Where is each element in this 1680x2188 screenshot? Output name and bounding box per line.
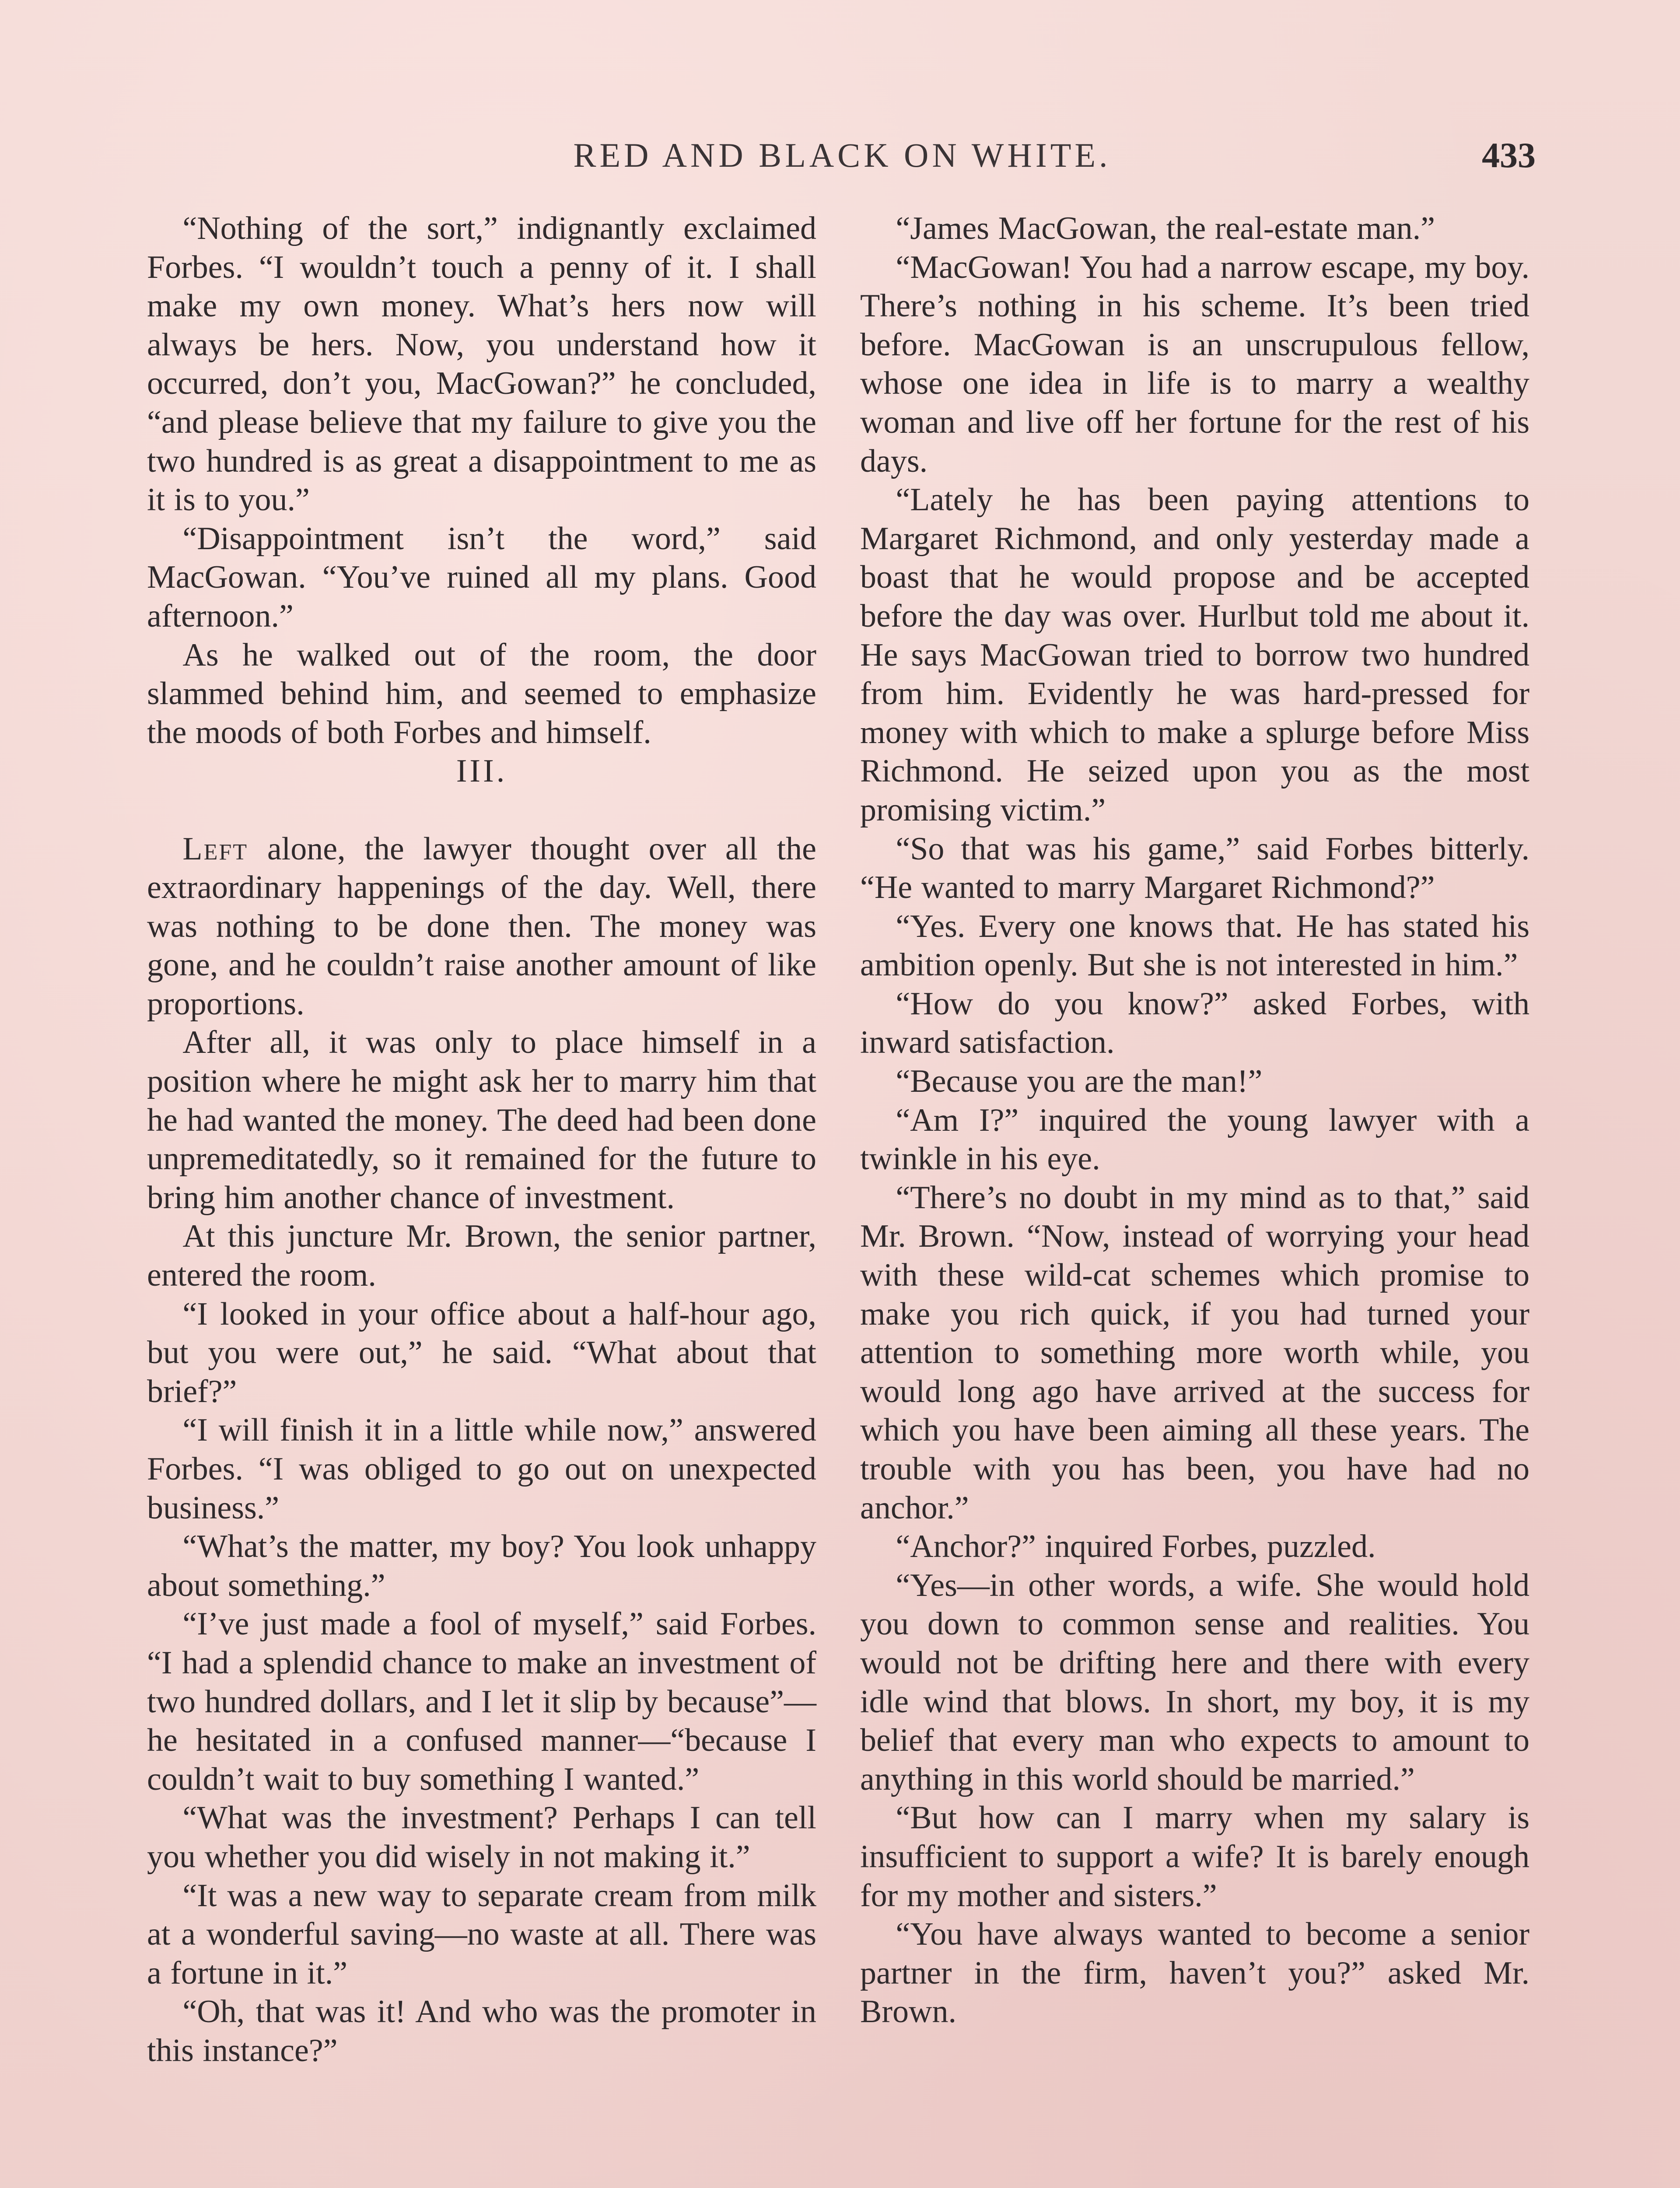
running-title: RED AND BLACK ON WHITE. [573,136,1111,174]
left-column [147,209,816,2070]
lead-word: Left [182,831,248,867]
paragraph: “I looked in your office about a half-hour ago, but you were out,” he said. “What about that brief?” [147,1296,816,1410]
paragraph: As he walked out of the room, the door slammed behind him, and seemed to emphasize the moods of both Forbes and himself. [147,637,816,750]
paragraph: “But how can I marry when my salary is insufficient to support a wife? It is barely enough for my mother and sisters.” [860,1800,1530,1914]
paragraph: “Am I?” inquired the young lawyer with a twinkle in his eye. [860,1102,1530,1177]
paragraph: “What was the investment? Perhaps I can tell you whether you did wisely in not making it.” [147,1800,816,1875]
paragraph: “Yes—in other words, a wife. She would hold you down to common sense and realities. You would not be drifting here and there with every idle wind that blows. In short, my boy, it is my belief that every man who expects to amount to anything in this world should be married.” [860,1567,1530,1797]
paragraph: “Yes. Every one knows that. He has stated his ambition openly. But she is not interested in him.” [860,908,1530,983]
paragraph: “Anchor?” inquired Forbes, puzzled. [896,1529,1376,1565]
paragraph: “There’s no doubt in my mind as to that,” said Mr. Brown. “Now, instead of worrying your head with these wild-cat schemes which promise to make you rich quick, if you had turned your attention to something more worth while, you would long ago have arrived at the success for which you have been aiming all these years. The trouble with you has been, you have had no anchor.” [860,1179,1530,1526]
paragraph: “MacGowan! You had a narrow escape, my boy. There’s nothing in his scheme. It’s been tried before. MacGowan is an unscrupulous fellow, whose one idea in life is to marry a wealthy woman and live off her fortune for the rest of his days. [860,249,1530,479]
paragraph: “It was a new way to separate cream from milk at a wonderful saving—no waste at all. There was a fortune in it.” [147,1877,816,1991]
paragraph: “So that was his game,” said Forbes bitterly. “He wanted to marry Margaret Richmond?” [860,831,1530,906]
paragraph: “I’ve just made a fool of myself,” said Forbes. “I had a splendid chance to make an investment of two hundred dollars, and I let it slip by because”—he hesitated in a confused manner—“because I couldn’t wait to buy something I wanted.” [147,1606,816,1797]
paragraph: “What’s the matter, my boy? You look unhappy about something.” [147,1529,816,1603]
paragraph-text: alone, the lawyer thought over all the extraordinary happenings of the day. Well, there was nothing to be done then. The money was gone, and he couldn’t raise another amount of like proportions. [147,831,816,1022]
section-heading: III. [456,753,508,789]
right-column [860,209,1530,2031]
running-head [149,131,1536,179]
paragraph: At this juncture Mr. Brown, the senior partner, entered the room. [147,1218,816,1294]
paragraph: “How do you know?” asked Forbes, with inward satisfaction. [860,985,1530,1061]
paragraph: “James MacGowan, the real-estate man.” [896,210,1435,246]
paragraph: “Disappointment isn’t the word,” said MacGowan. “You’ve ruined all my plans. Good afternoon.” [147,520,816,634]
paragraph [147,830,816,1024]
page-number: 433 [1482,135,1536,175]
paragraph: “You have always wanted to become a senior partner in the firm, haven’t you?” asked Mr. Brown. [860,1916,1530,2030]
paragraph: “Nothing of the sort,” indignantly exclaimed Forbes. “I wouldn’t touch a penny of it. I shall make my own money. What’s hers now will always be hers. Now, you understand how it occurred, don’t you, MacGowan?” he concluded, “and please believe that my failure to give you the two hundred is as great a disappointment to me as it is to you.” [147,210,816,518]
paragraph: “Lately he has been paying attentions to Margaret Richmond, and only yesterday made a boast that he would propose and be accepted before the day was over. Hurlbut told me about it. He says MacGowan tried to borrow two hundred from him. Evidently he was hard-pressed for money with which to make a splurge before Miss Richmond. He seized upon you as the most promising victim.” [860,482,1530,828]
paragraph: “Because you are the man!” [896,1063,1263,1100]
paragraph: “Oh, that was it! And who was the promoter in this instance?” [147,1994,816,2069]
paragraph: After all, it was only to place himself in a position where he might ask her to marry him that he had wanted the money. The deed had been done unpremeditatedly, so it remained for the future to bring him another chance of investment. [147,1024,816,1216]
paragraph: “I will finish it in a little while now,” answered Forbes. “I was obliged to go out on unexpected business.” [147,1412,816,1526]
